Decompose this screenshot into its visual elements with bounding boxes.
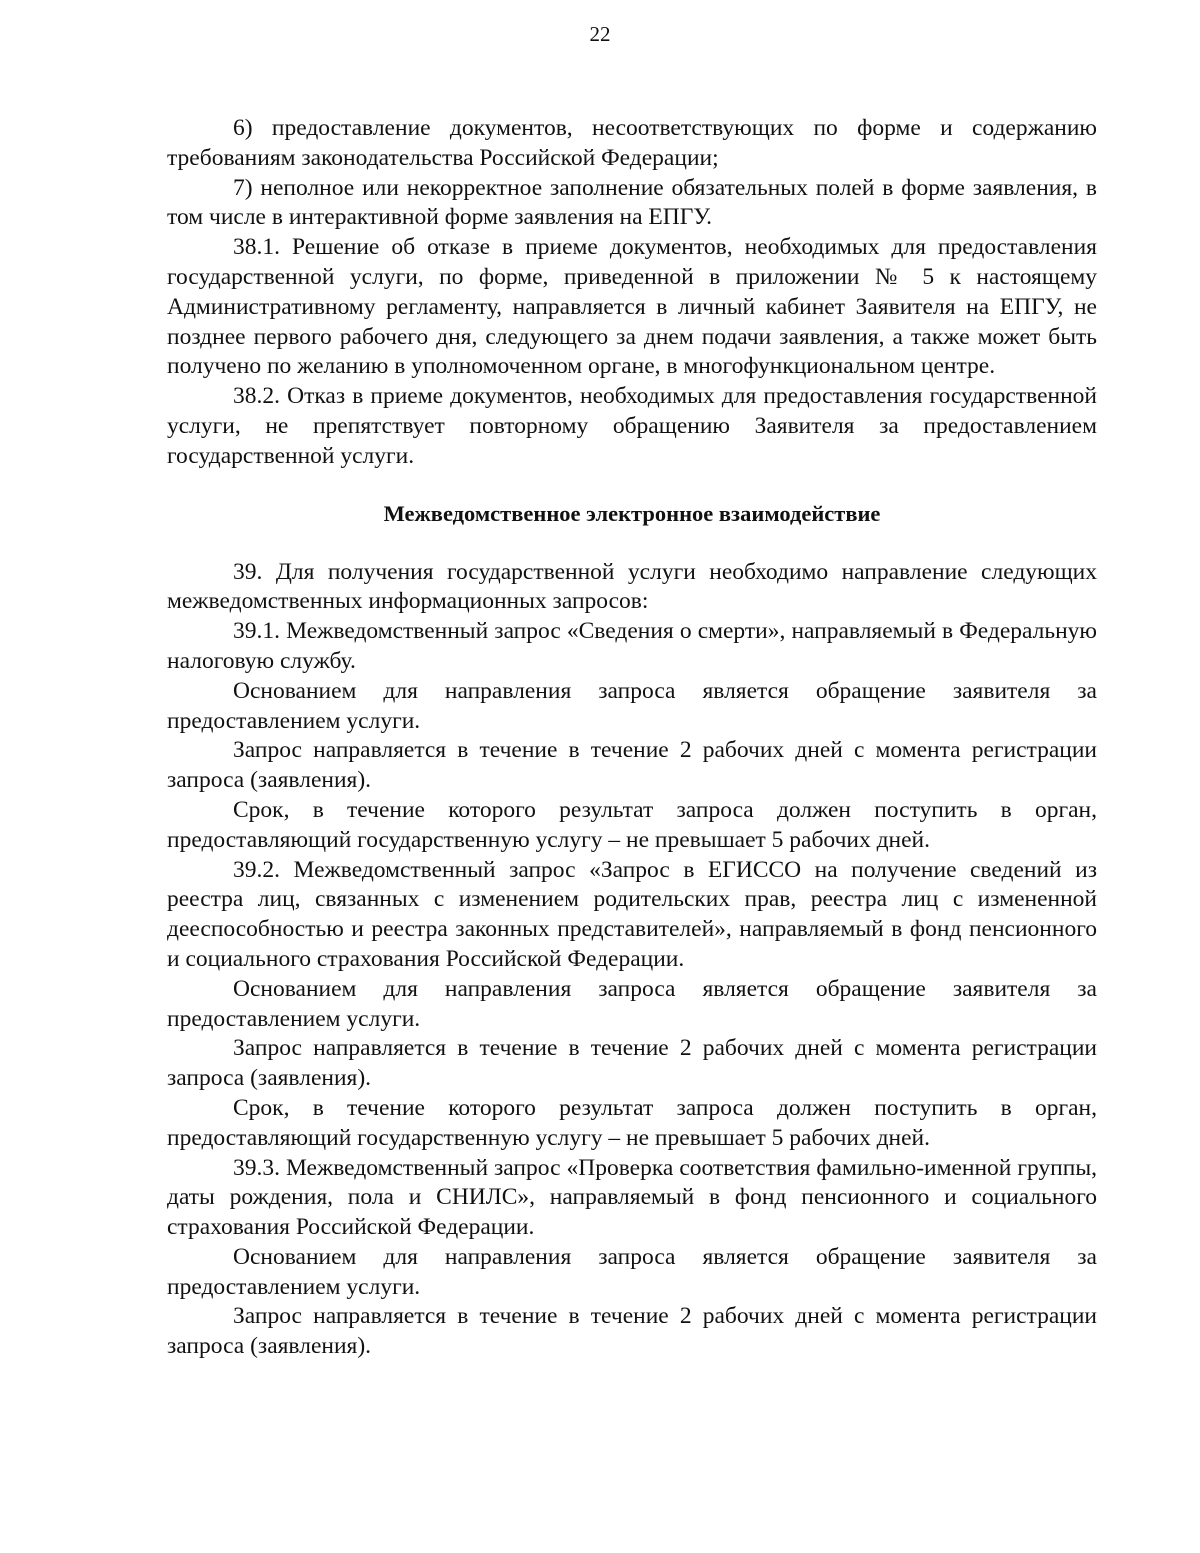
paragraph-item-7: 7) неполное или некорректное заполнение обязательных полей в форме заявления, в том числе в интерактивной форме заявления на ЕПГУ. [167,174,1097,231]
section-heading: Межведомственное электронное взаимодействие [383,500,881,526]
paragraph-39: 39. Для получения государственной услуги необходимо направление следующих межведомственных информационных запросов: [167,558,1097,615]
paragraph-39-2-basis: Основанием для направления запроса является обращение заявителя за предоставлением услуги. [167,975,1097,1032]
paragraph-39-1: 39.1. Межведомственный запрос «Сведения о смерти», направляемый в Федеральную налоговую службу. [167,618,1097,674]
paragraph-38-2: 38.2. Отказ в приеме документов, необходимых для предоставления государственной услуги, не препятствует повторному обращению Заявителя за предоставлением государственной услуги. [167,383,1097,469]
paragraph-39-1-basis: Основанием для направления запроса является обращение заявителя за предоставлением услуги. [167,677,1097,734]
paragraph-39-1-deadline: Срок, в течение которого результат запроса должен поступить в орган, предоставляющий государственную услугу – не превышает 5 рабочих дней. [167,796,1097,853]
document-body [167,114,1097,1362]
paragraph-39-3: 39.3. Межведомственный запрос «Проверка соответствия фамильно-именной группы, даты рождения, пола и СНИЛС», направляемый в фонд пенсионного и социального страхования Российской Федерации. [167,1154,1097,1241]
paragraph-39-3-timing: Запрос направляется в течение в течение 2 рабочих дней с момента регистрации запроса (заявления). [167,1303,1097,1360]
paragraph-39-2-deadline: Срок, в течение которого результат запроса должен поступить в орган, предоставляющий государственную услугу – не превышает 5 рабочих дней. [167,1094,1097,1151]
paragraph-39-1-timing: Запрос направляется в течение в течение 2 рабочих дней с момента регистрации запроса (заявления). [167,737,1097,794]
paragraph-38-1: 38.1. Решение об отказе в приеме документов, необходимых для предоставления государственной услуги, по форме, приведенной в приложении № 5 к настоящему Административному регламенту, направляется в личный кабинет Заявителя на ЕПГУ, не позднее первого рабочего дня, следующего за днем подачи заявления, а также может быть получено по желанию в уполномоченном органе, в многофункциональном центре. [167,234,1097,380]
page-number: 22 [589,22,611,46]
paragraph-39-2: 39.2. Межведомственный запрос «Запрос в ЕГИССО на получение сведений из реестра лиц, связанных с изменением родительских прав, реестра лиц с измененной дееспособностью и реестра законных представителей», направляемый в фонд пенсионного и социального страхования Российской Федерации. [167,856,1097,972]
paragraph-39-2-timing: Запрос направляется в течение в течение 2 рабочих дней с момента регистрации запроса (заявления). [167,1035,1097,1092]
paragraph-39-3-basis: Основанием для направления запроса является обращение заявителя за предоставлением услуги. [167,1243,1097,1300]
paragraph-item-6: 6) предоставление документов, несоответствующих по форме и содержанию требованиям законодательства Российской Федерации; [167,115,1097,171]
